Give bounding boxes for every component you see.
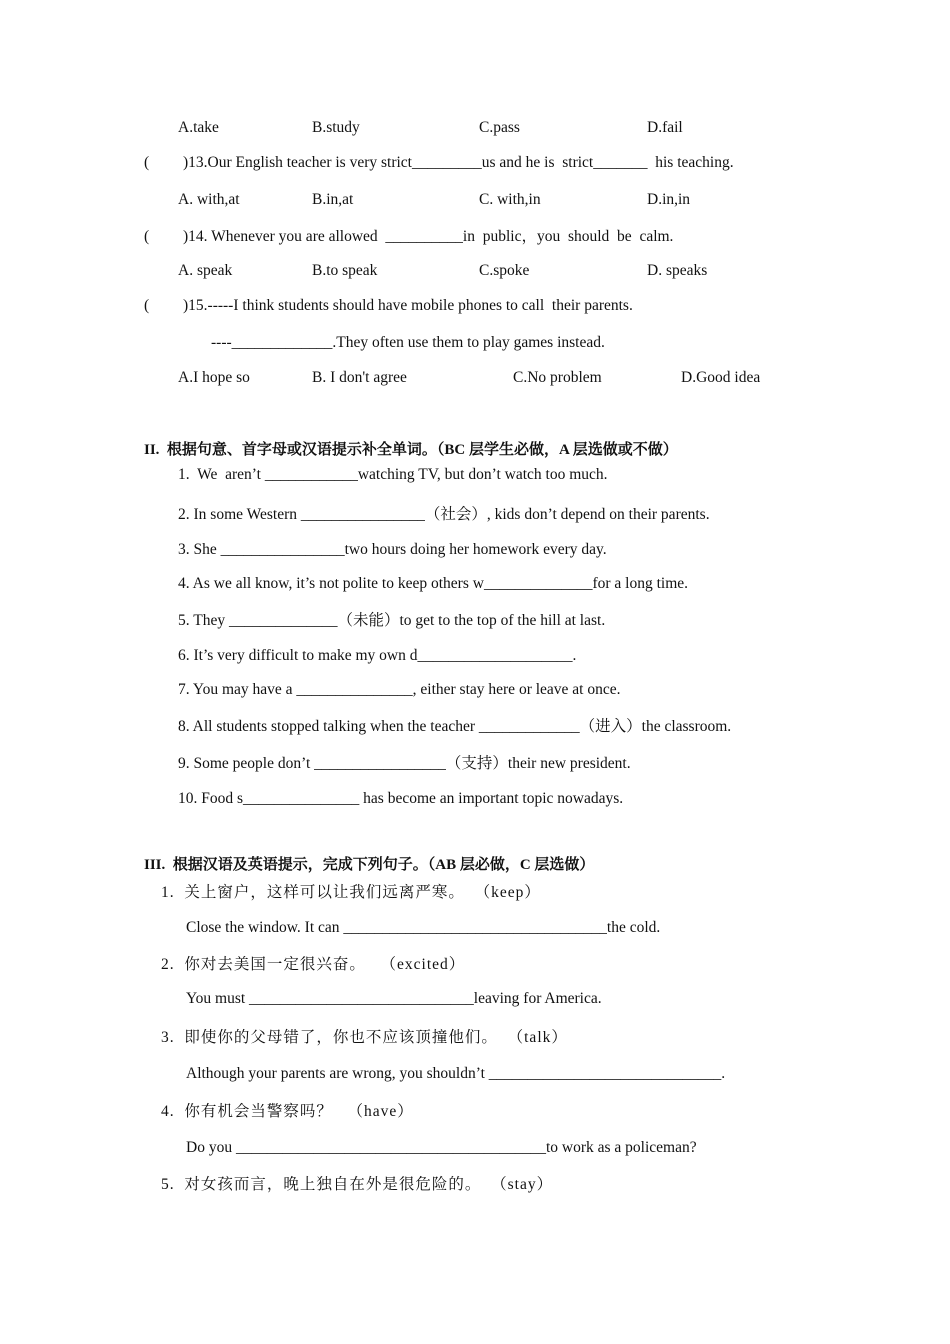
section2-item-8: 8. All students stopped talking when the teacher _____________（进入）the classroom. [178, 718, 732, 735]
q13-option-d: D.in,in [647, 191, 691, 208]
section2-heading: II. 根据句意、首字母或汉语提示补全单词。（BC 层学生必做，A 层选做或不做） [144, 442, 678, 458]
q14-answer-paren: ( [144, 228, 150, 245]
q15-reply: ----_____________.They often use them to play games instead. [211, 334, 605, 351]
q15-answer-paren: ( [144, 297, 150, 314]
q12-option-d: D.fail [647, 119, 683, 136]
q14-option-a: A. speak [178, 262, 233, 279]
q14-question: )14. Whenever you are allowed __________in public，you should be calm. [183, 228, 674, 245]
section3-item-3-prompt: 3. 即使你的父母错了，你也不应该顶撞他们。 （talk） [161, 1029, 568, 1046]
q13-question: )13.Our English teacher is very strict_________us and he is strict_______ his teaching. [183, 154, 734, 171]
section3-item-2-sentence: You must _____________________________leaving for America. [186, 990, 602, 1007]
section2-item-7: 7. You may have a _______________, either stay here or leave at once. [178, 681, 621, 698]
section2-item-9: 9. Some people don’t _________________（支持）their new president. [178, 755, 631, 772]
q13-answer-paren: ( [144, 154, 150, 171]
section2-item-1: 1. We aren’t ____________watching TV, but don’t watch too much. [178, 466, 608, 483]
q12-option-b: B.study [312, 119, 360, 136]
q15-option-d: D.Good idea [681, 369, 761, 386]
q15-question: )15.-----I think students should have mobile phones to call their parents. [183, 297, 633, 314]
section3-item-4-prompt: 4. 你有机会当警察吗？ （have） [161, 1103, 414, 1120]
section3-item-1-prompt: 1. 关上窗户，这样可以让我们远离严寒。 （keep） [161, 884, 541, 901]
section2-item-2: 2. In some Western ________________（社会）, kids don’t depend on their parents. [178, 506, 710, 523]
q13-option-a: A. with,at [178, 191, 240, 208]
section3-heading: III. 根据汉语及英语提示，完成下列句子。（AB 层必做，C 层选做） [144, 857, 595, 873]
section3-item-5-prompt: 5. 对女孩而言，晚上独自在外是很危险的。 （stay） [161, 1176, 554, 1193]
section2-item-5: 5. They ______________（未能）to get to the top of the hill at last. [178, 612, 606, 629]
section3-item-1-sentence: Close the window. It can __________________________________the cold. [186, 919, 661, 936]
section3-item-4-sentence: Do you ________________________________________to work as a policeman? [186, 1139, 697, 1156]
q12-option-a: A.take [178, 119, 219, 136]
section2-item-3: 3. She ________________two hours doing her homework every day. [178, 541, 607, 558]
section2-item-4: 4. As we all know, it’s not polite to keep others w______________for a long time. [178, 575, 689, 592]
q15-option-a: A.I hope so [178, 369, 250, 386]
q14-option-b: B.to speak [312, 262, 378, 279]
q15-option-b: B. I don't agree [312, 369, 407, 386]
section3-item-2-prompt: 2. 你对去美国一定很兴奋。 （excited） [161, 956, 466, 973]
q14-option-c: C.spoke [479, 262, 530, 279]
q15-option-c: C.No problem [513, 369, 602, 386]
section3-item-3-sentence: Although your parents are wrong, you shouldn’t ______________________________. [186, 1065, 726, 1082]
q12-option-c: C.pass [479, 119, 520, 136]
q14-option-d: D. speaks [647, 262, 708, 279]
q13-option-c: C. with,in [479, 191, 541, 208]
section2-item-6: 6. It’s very difficult to make my own d____________________. [178, 647, 577, 664]
q13-option-b: B.in,at [312, 191, 354, 208]
section2-item-10: 10. Food s_______________ has become an important topic nowadays. [178, 790, 624, 807]
